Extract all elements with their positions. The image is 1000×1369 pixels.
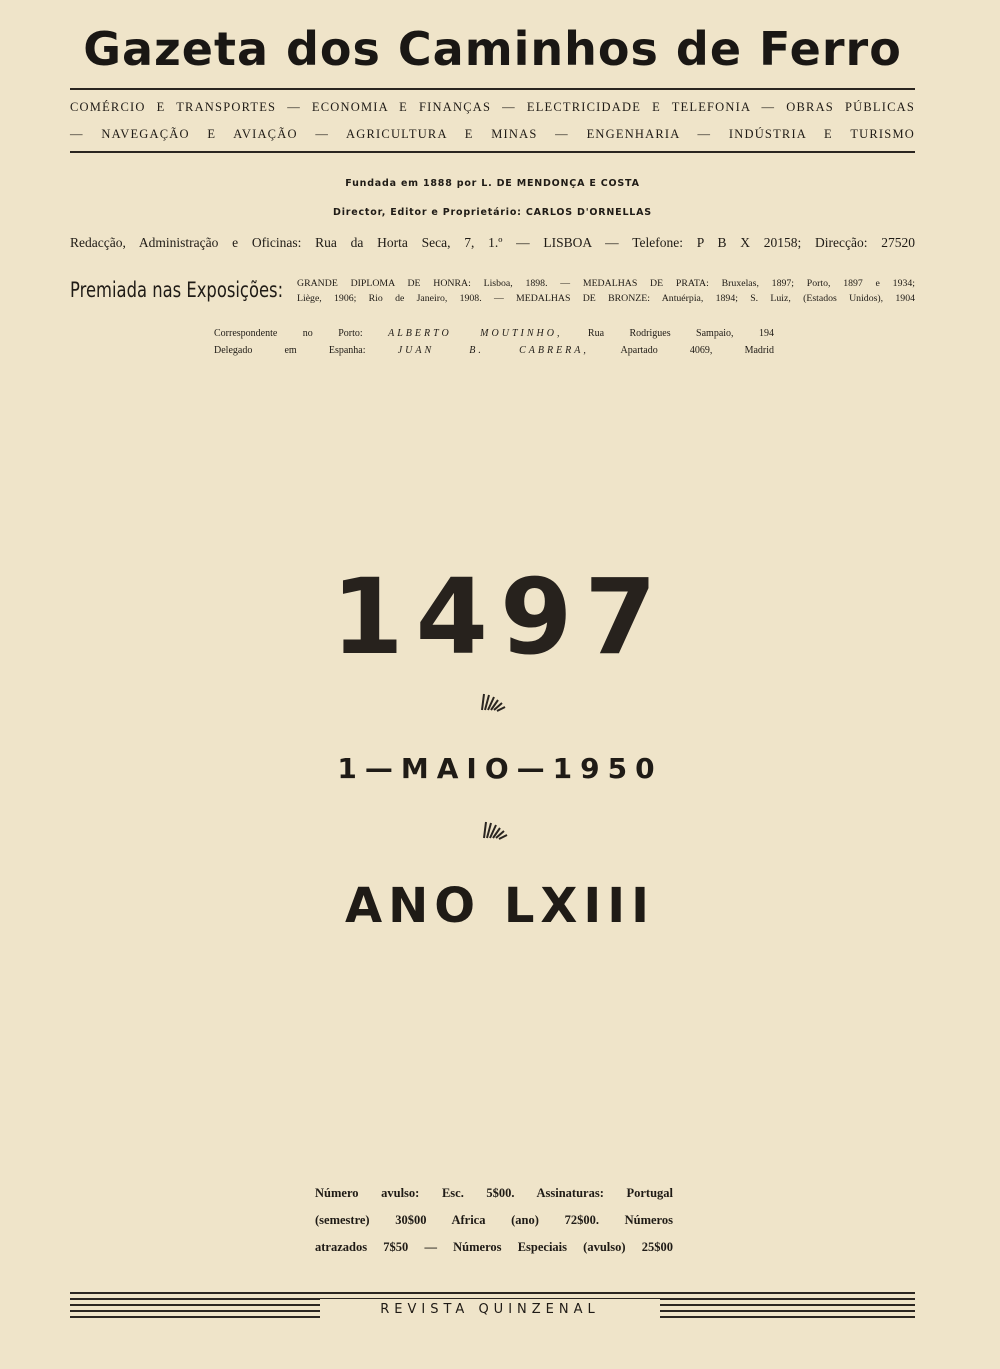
prices-line-1: Número avulso: Esc. 5$00. Assinaturas: Portugal — [315, 1186, 673, 1200]
spain-delegate — [214, 345, 774, 356]
prices-line-2: (semestre) 30$00 Africa (ano) 72$00. Números — [315, 1213, 673, 1227]
prices-line-3: atrazados 7$50 — Números Especiais (avulso) 25$00 — [315, 1240, 673, 1254]
address-line: Redacção, Administração e Oficinas: Rua da Horta Seca, 7, 1.º — LISBOA — Telefone: P B X 20158; Direcção: 27520 — [70, 235, 915, 250]
porto-correspondent — [214, 328, 774, 339]
spain-name: JUAN B. CABRERA, — [397, 345, 589, 356]
awards-line-1: GRANDE DIPLOMA DE HONRA: Lisboa, 1898. — MEDALHAS DE PRATA: Bruxelas, 1897; Porto, 1897 e 1934; — [297, 278, 915, 289]
subjects-line-1: COMÉRCIO E TRANSPORTES — ECONOMIA E FINANÇAS — ELECTRICIDADE E TELEFONIA — OBRAS PÚBLICAS — [70, 100, 915, 114]
issue-year: ANO LXIII — [344, 878, 655, 934]
masthead-rule-bottom — [70, 151, 915, 153]
masthead-rule-top — [70, 88, 915, 90]
fan-ornament-icon — [478, 690, 508, 714]
founded-line: Fundada em 1888 por L. DE MENDONÇA E COSTA — [345, 178, 640, 189]
awards-line-2: Liège, 1906; Rio de Janeiro, 1908. — MEDALHAS DE BRONZE: Antuérpia, 1894; S. Luiz, (Estados Unidos), 1904 — [297, 293, 915, 304]
issue-date: 1—MAIO—1950 — [337, 752, 663, 785]
awards-label: Premiada nas Exposições: — [70, 278, 284, 302]
footer-label: REVISTA QUINZENAL — [320, 1299, 660, 1321]
fan-ornament-icon — [480, 818, 510, 842]
spain-address: Apartado 4069, Madrid — [620, 345, 775, 356]
porto-address: Rua Rodrigues Sampaio, 194 — [587, 328, 774, 339]
director-line: Director, Editor e Proprietário: CARLOS D'ORNELLAS — [333, 207, 652, 218]
porto-label: Correspondente no Porto: — [214, 328, 363, 339]
spain-label: Delegado em Espanha: — [214, 345, 366, 356]
subjects-line-2: — NAVEGAÇÃO E AVIAÇÃO — AGRICULTURA E MINAS — ENGENHARIA — INDÚSTRIA E TURISMO — [70, 127, 915, 141]
issue-number: 1497 — [331, 556, 669, 678]
porto-name: ALBERTO MOUTINHO, — [388, 328, 563, 339]
masthead-title: Gazeta dos Caminhos de Ferro — [83, 22, 902, 76]
